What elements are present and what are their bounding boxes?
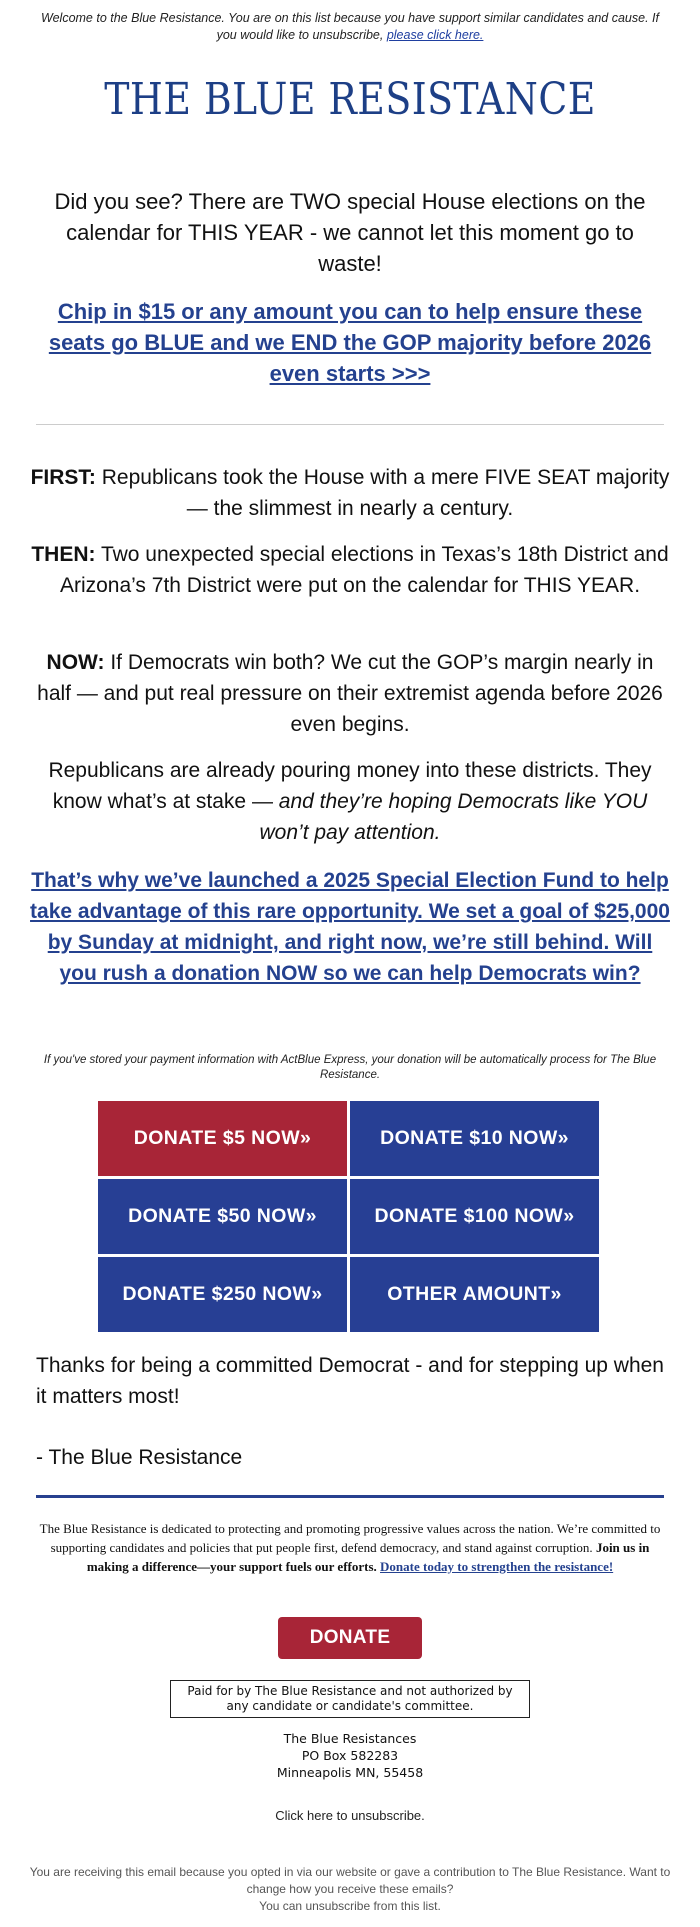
address-po-box: PO Box 582283	[301, 1748, 399, 1763]
other-amount-button[interactable]: OTHER AMOUNT»	[350, 1257, 599, 1332]
chip-in-paragraph	[40, 296, 660, 389]
address-name: The Blue Resistances	[283, 1731, 417, 1746]
mailing-address	[0, 1730, 700, 1781]
now-label: NOW:	[46, 651, 105, 674]
paid-for-text: Paid for by The Blue Resistance and not authorized by any candidate or candidate's committee.	[187, 1684, 513, 1713]
pouring-italic: and they’re hoping Democrats like YOU won’t pay attention.	[259, 790, 648, 844]
first-paragraph	[30, 462, 670, 524]
first-text: Republicans took the House with a mere FIVE SEAT majority — the slimmest in nearly a century.	[95, 466, 670, 520]
footer-about	[38, 1519, 662, 1576]
footer-about-bold: Join us in making a difference—your support fuels our efforts.	[86, 1540, 650, 1574]
preheader-text: Welcome to the Blue Resistance. You are on this list because you have support similar candidates and cause. If you would like to unsubscribe,	[41, 11, 659, 42]
then-label: THEN:	[31, 543, 96, 566]
preheader	[40, 10, 660, 44]
preheader-unsubscribe-link[interactable]: please click here.	[386, 28, 484, 42]
donate-button-grid	[98, 1101, 602, 1331]
first-label: FIRST:	[30, 466, 96, 489]
donate-5-button[interactable]: DONATE $5 NOW»	[98, 1101, 347, 1176]
donate-50-button[interactable]: DONATE $50 NOW»	[98, 1179, 347, 1254]
list-unsubscribe-link[interactable]: You can unsubscribe from this list.	[259, 1899, 441, 1913]
logo-title: THE BLUE RESISTANCE	[104, 74, 596, 125]
intro-text: Did you see? There are TWO special House elections on the calendar for THIS YEAR - we cannot let this moment go to waste!	[54, 189, 646, 276]
donate-10-button[interactable]: DONATE $10 NOW»	[350, 1101, 599, 1176]
chip-in-link[interactable]: Chip in $15 or any amount you can to help ensure these seats go BLUE and we END the GOP majority before 2026 even starts >>>	[48, 299, 652, 386]
now-paragraph	[30, 647, 670, 740]
pouring-text: Republicans are already pouring money into these districts. They know what’s at stake —	[48, 759, 652, 813]
now-text: If Democrats win both? We cut the GOP’s margin nearly in half — and put real pressure on their extremist agenda before 2026 even begins.	[37, 651, 663, 736]
special-election-fund-link[interactable]: That’s why we’ve launched a 2025 Special Election Fund to help take advantage of this rare opportunity. We set a goal of $25,000 by Sunday at midnight, and right now, we’re still behind. Will you rush a donation NOW so we can help Democrats win?	[30, 869, 670, 985]
donate-100-button[interactable]: DONATE $100 NOW»	[350, 1179, 599, 1254]
section-divider	[36, 424, 664, 425]
donate-button[interactable]: DONATE	[278, 1617, 422, 1659]
actblue-express-note: If you've stored your payment information with ActBlue Express, your donation will be automatically process for The Blue Resistance.	[43, 1054, 657, 1081]
paid-for-disclaimer	[170, 1680, 530, 1718]
thanks-text: Thanks for being a committed Democrat - and for stepping up when it matters most!	[36, 1354, 664, 1408]
unsubscribe-link[interactable]: Click here to unsubscribe.	[275, 1808, 425, 1823]
footer-divider	[36, 1495, 664, 1498]
footer-about-text: The Blue Resistance is dedicated to protecting and promoting progressive values across the nation. We’re committed to supporting candidates and policies that put people first, defend democracy, and stand against corruption.	[39, 1521, 661, 1555]
address-city: Minneapolis MN, 55458	[276, 1765, 424, 1780]
fund-paragraph	[30, 865, 670, 989]
then-text: Two unexpected special elections in Texas’s 18th District and Arizona’s 7th District were put on the calendar for THIS YEAR.	[59, 543, 669, 597]
donate-250-button[interactable]: DONATE $250 NOW»	[98, 1257, 347, 1332]
signoff-text: - The Blue Resistance	[36, 1446, 243, 1469]
receiving-text: You are receiving this email because you opted in via our website or gave a contribution to The Blue Resistance. Want to change how you receive these emails?	[29, 1865, 671, 1896]
pouring-paragraph	[30, 755, 670, 848]
receiving-notice	[26, 1864, 674, 1915]
then-paragraph	[30, 539, 670, 601]
footer-donate-link[interactable]: Donate today to strengthen the resistance!	[380, 1559, 614, 1574]
